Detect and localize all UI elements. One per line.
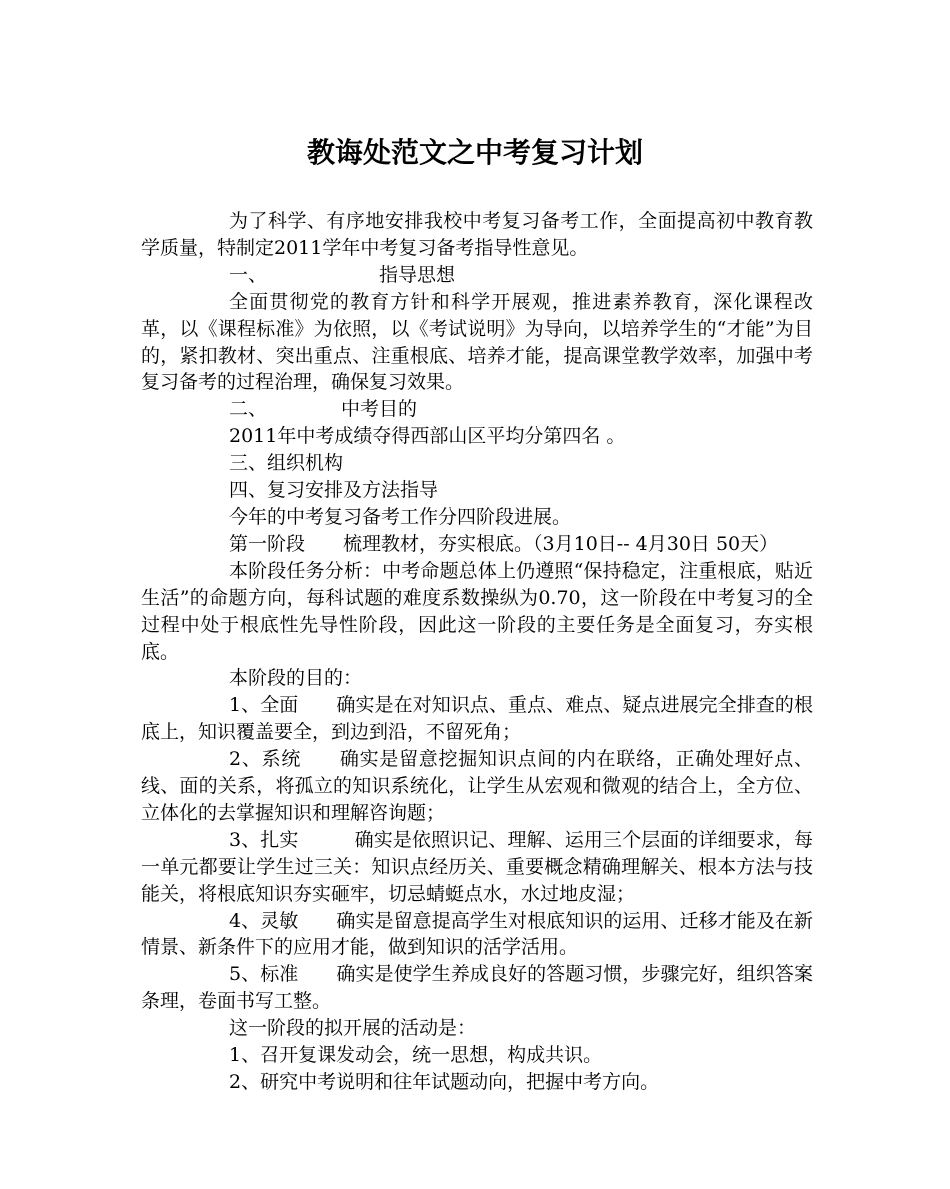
goal-item-2-label: 2、系统 xyxy=(229,748,302,771)
section-heading-3: 三、组织机构 xyxy=(229,452,344,475)
section-heading-1 xyxy=(141,262,813,289)
guiding-thought-paragraph: 全面贯彻党的教育方针和科学开展观，推进素养教育，深化课程改革，以《课程标准》为依照，以《考试说明》为导向，以培养学生的“才能”为目的，紧扣教材、突出重点、注重根底、培养才能，提高课堂教学效率，加强中考复习备考的过程治理，确保复习效果。 xyxy=(141,290,813,394)
goal-item-3-label: 3、扎实 xyxy=(229,828,299,851)
stages-intro-paragraph: 今年的中考复习备考工作分四阶段进展。 xyxy=(229,505,572,528)
section-heading-2 xyxy=(141,396,813,423)
intro-paragraph: 为了科学、有序地安排我校中考复习备考工作，全面提高初中教育教学质量，特制定2011学年中考复习备考指导性意见。 xyxy=(141,210,813,259)
activities-heading: 这一阶段的拟开展的活动是： xyxy=(229,1017,477,1040)
activity-1: 1、召开复课发动会，统一思想，构成共识。 xyxy=(229,1044,603,1067)
document-body xyxy=(141,208,813,1096)
goal-item-5-text: 确实是使学生养成良好的答题习惯，步骤完好，组织答案条理，卷面书写工整。 xyxy=(141,963,813,1013)
stage-goal-heading: 本阶段的目的： xyxy=(229,667,363,690)
section-number-1: 一、 xyxy=(229,263,268,286)
goal-item-2-text: 确实是留意挖掘知识点间的内在联络，正确处理好点、线、面的关系，将孤立的知识系统化，让学生从宏观和微观的结合上，全方位、立体化的去掌握知识和理解咨询题； xyxy=(141,748,813,824)
goal-item-4 xyxy=(141,908,813,962)
task-analysis-paragraph: 本阶段任务分析：中考命题总体上仍遵照“保持稳定，注重根底，贴近生活”的命题方向，每科试题的难度系数操纵为0.70，这一阶段在中考复习的全过程中处于根底性先导性阶段，因此这一阶段的主要任务是全面复习，夯实根底。 xyxy=(141,559,813,663)
goal-item-1-label: 1、全面 xyxy=(229,694,299,717)
section-number-2: 二、 xyxy=(229,398,268,421)
goal-item-5-label: 5、标准 xyxy=(229,963,299,986)
goal-item-5 xyxy=(141,961,813,1015)
goal-item-4-label: 4、灵敏 xyxy=(229,909,299,932)
goal-paragraph: 2011年中考成绩夺得西部山区平均分第四名 。 xyxy=(229,425,626,448)
goal-item-1-text: 确实是在对知识点、重点、难点、疑点进展完全排查的根底上，知识覆盖要全，到边到沿，不留死角； xyxy=(141,694,813,744)
stage-1-text: 梳理教材，夯实根底。（3月10日-- 4月30日 50天） xyxy=(343,532,779,555)
goal-item-2 xyxy=(141,746,813,827)
section-title-2: 中考目的 xyxy=(341,398,418,421)
section-title-1: 指导思想 xyxy=(379,263,456,286)
page-title: 教诲处范文之中考复习计划 xyxy=(306,136,643,169)
goal-item-3 xyxy=(141,827,813,908)
activity-2: 2、研究中考说明和往年试题动向，把握中考方向。 xyxy=(229,1071,660,1093)
goal-item-3-text: 确实是依照识记、理解、运用三个层面的详细要求，每一单元都要让学生过三关：知识点经历关、重要概念精确理解关、根本方法与技能关，将根底知识夯实砸牢，切忌蜻蜓点水，水过地皮湿； xyxy=(141,828,813,905)
stage-1-label: 第一阶段 xyxy=(229,532,306,555)
stage-1-paragraph xyxy=(141,531,813,558)
section-heading-4: 四、复习安排及方法指导 xyxy=(229,479,439,502)
goal-item-4-text: 确实是留意提高学生对根底知识的运用、迁移才能及在新情景、新条件下的应用才能，做到知识的活学活用。 xyxy=(141,909,813,959)
goal-item-1 xyxy=(141,692,813,746)
